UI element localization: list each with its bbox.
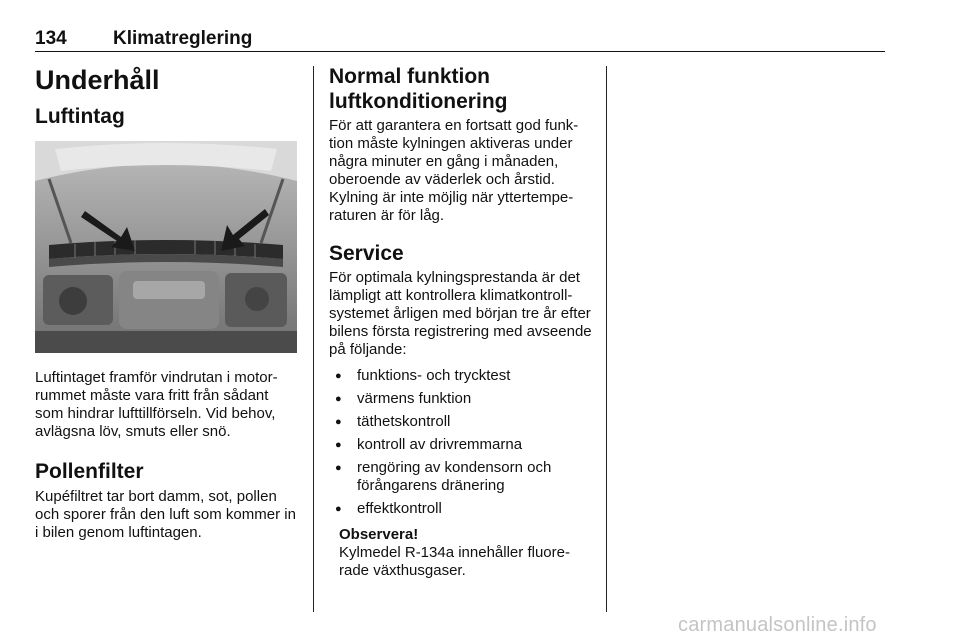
list-item: ● täthetskontroll <box>329 413 594 431</box>
list-item: ● värmens funktion <box>329 390 594 408</box>
note-box <box>329 526 594 580</box>
column-divider-2 <box>606 66 607 612</box>
list-item: ● effektkontroll <box>329 500 594 518</box>
note-text: Kylmedel R-134a innehåller fluore-rade växthusgaser. <box>339 544 570 579</box>
column-left <box>35 64 297 542</box>
page-number: 134 <box>35 28 67 49</box>
pollenfilter-text: Kupéfiltret tar bort damm, sot, pollen och sporer från den luft som kommer in i bilen genom luftintagen. <box>35 488 296 541</box>
note-title: Observera! <box>339 526 419 543</box>
engine-bay-photo <box>35 141 297 353</box>
section-title: Underhåll <box>35 65 160 95</box>
normal-funktion-heading: Normal funktion luftkonditionering <box>329 65 508 113</box>
list-item: ● kontroll av drivremmarna <box>329 436 594 454</box>
column-middle <box>329 64 594 580</box>
list-item: ● rengöring av kondensorn och förångarens dränering <box>329 459 594 495</box>
service-text: För optimala kylningsprestanda är det lämpligt att kontrollera klimatkontroll-systemet årligen med början tre år efter bilens första registrering med avseende på följande: <box>329 269 592 358</box>
luftintag-heading: Luftintag <box>35 105 125 128</box>
running-title: Klimatreglering <box>113 28 253 49</box>
watermark: carmanualsonline.info <box>678 614 877 636</box>
column-divider-1 <box>313 66 314 612</box>
list-item: ● funktions- och trycktest <box>329 367 594 385</box>
pollenfilter-heading: Pollenfilter <box>35 460 144 483</box>
luftintag-text: Luftintaget framför vindrutan i motor-rummet måste vara fritt från sådant som hindrar lufttillförseln. Vid behov, avlägsna löv, smuts eller snö. <box>35 369 278 440</box>
service-checklist <box>329 367 594 518</box>
page-header <box>35 28 885 52</box>
normal-funktion-text: För att garantera en fortsatt god funk-tion måste kylningen aktiveras under några minuter en gång i månaden, oberoende av väderlek och årstid. Kylning är inte möjlig när yttertempe-raturen är för låg. <box>329 117 579 224</box>
service-heading: Service <box>329 242 404 265</box>
